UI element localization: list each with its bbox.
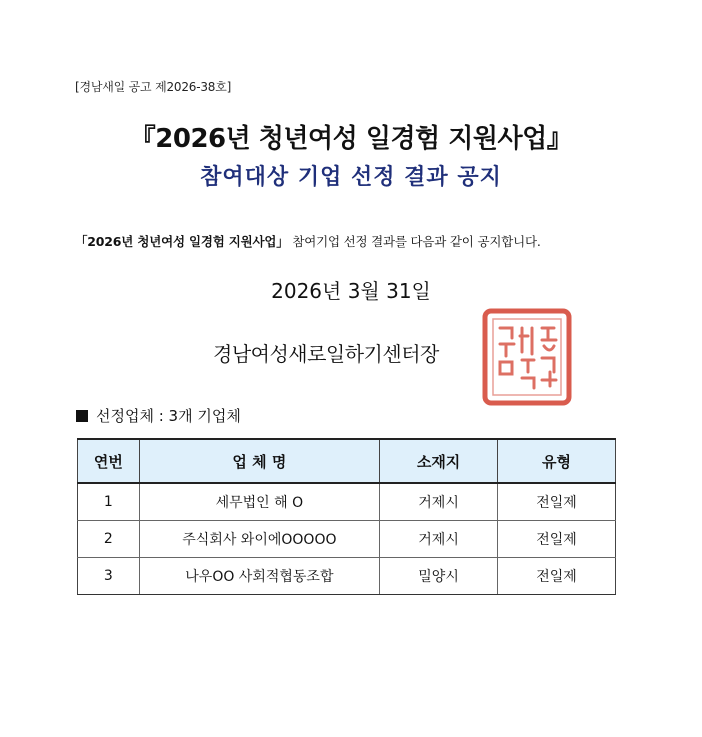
table-row [78, 521, 616, 558]
selected-count-text: 선정업체 : 3개 기업체 [96, 407, 241, 425]
row-company-name: 나우OO 사회적협동조합 [139, 558, 379, 595]
row-type: 전일제 [498, 483, 616, 521]
row-location: 거제시 [380, 521, 498, 558]
document-subtitle: 참여대상 기업 선정 결과 공지 [200, 165, 502, 190]
document-title: 『2026년 청년여성 일경험 지원사업』 [129, 124, 573, 154]
table-row [78, 558, 616, 595]
row-number: 3 [78, 558, 140, 595]
announcement-date: 2026년 3월 31일 [271, 279, 431, 303]
intro-paragraph [75, 232, 541, 250]
header-location: 소재지 [380, 439, 498, 483]
table-header-row [78, 439, 616, 483]
row-type: 전일제 [498, 558, 616, 595]
table-row [78, 483, 616, 521]
row-number: 1 [78, 483, 140, 521]
row-type: 전일제 [498, 521, 616, 558]
row-number: 2 [78, 521, 140, 558]
notice-number: [경남새일 공고 제2026-38호] [75, 80, 232, 94]
row-location: 거제시 [380, 483, 498, 521]
row-company-name: 세무법인 해 O [139, 483, 379, 521]
intro-program-name: 「2026년 청년여성 일경험 지원사업」 [75, 234, 289, 249]
issuer-name: 경남여성새로일하기센터장 [213, 342, 439, 366]
row-location: 밀양시 [380, 558, 498, 595]
header-company-name: 업 체 명 [139, 439, 379, 483]
intro-text: 참여기업 선정 결과를 다음과 같이 공지합니다. [288, 234, 541, 249]
official-seal-icon [480, 306, 574, 408]
bullet-square-icon [76, 410, 88, 422]
row-company-name: 주식회사 와이에OOOOO [139, 521, 379, 558]
selected-count [76, 405, 241, 426]
selection-results-table [77, 438, 616, 595]
header-type: 유형 [498, 439, 616, 483]
header-number: 연번 [78, 439, 140, 483]
